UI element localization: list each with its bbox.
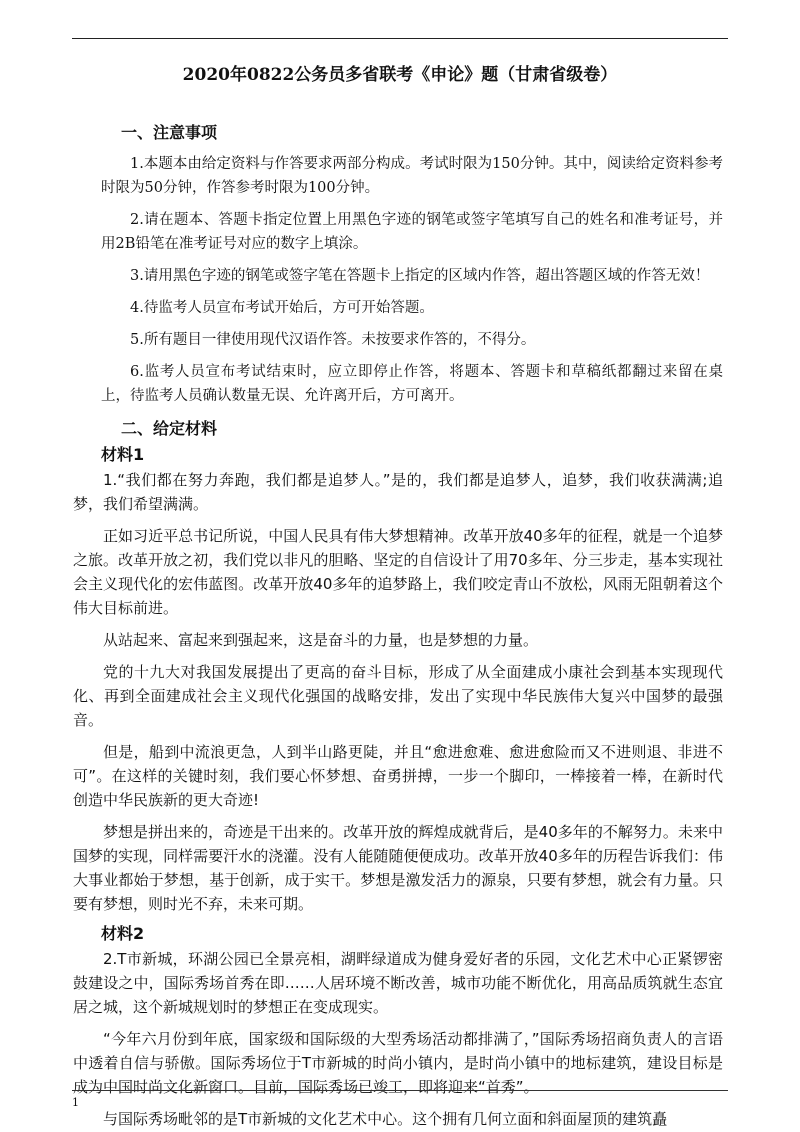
- footer-rule: [72, 1090, 728, 1091]
- header-rule: [72, 38, 728, 39]
- material-paragraph: 1.“我们都在努力奔跑，我们都是追梦人。”是的，我们都是追梦人，追梦，我们收获满满;追梦，我们希望满满。: [73, 471, 723, 513]
- notice-item: 2.请在题本、答题卡指定位置上用黑色字迹的钢笔或签字笔填写自己的姓名和准考证号，并用2B铅笔在准考证号对应的数字上填涂。: [101, 212, 723, 252]
- material-heading: 材料1: [101, 445, 145, 464]
- material-paragraph: 梦想是拼出来的，奇迹是干出来的。改革开放的辉煌成就背后，是40多年的不解努力。未来中国梦的实现，同样需要汗水的浇灌。没有人能随随便便成功。改革开放40多年的历程告诉我们：伟大事业都始于梦想，基于创新，成于实干。梦想是激发活力的源泉，只要有梦想，就会有力量。只要有梦想，则时光不弃，未来可期。: [73, 823, 723, 913]
- material-paragraph: 从站起来、富起来到强起来，这是奋斗的力量，也是梦想的力量。: [103, 631, 539, 649]
- notice-item: 1.本题本由给定资料与作答要求两部分构成。考试时限为150分钟。其中，阅读给定资料参考时限为50分钟，作答参考时限为100分钟。: [101, 156, 723, 196]
- document-body: [73, 120, 723, 1132]
- notice-item: 6.监考人员宣布考试结束时，应立即停止作答，将题本、答题卡和草稿纸都翻过来留在桌上，待监考人员确认数量无误、允许离开后，方可离开。: [101, 364, 723, 404]
- notice-item: 5.所有题目一律使用现代汉语作答。未按要求作答的，不得分。: [130, 332, 536, 348]
- notice-item: 3.请用黑色字迹的钢笔或签字笔在答题卡上指定的区域内作答，超出答题区域的作答无效！: [130, 268, 710, 284]
- material-paragraph: 党的十九大对我国发展提出了更高的奋斗目标，形成了从全面建成小康社会到基本实现现代化、再到全面建成社会主义现代化强国的战略安排，发出了实现中华民族伟大复兴中国梦的最强音。: [73, 663, 723, 729]
- section-heading-materials: 二、给定材料: [121, 419, 218, 438]
- material-heading: 材料2: [101, 924, 145, 943]
- material-paragraph: 但是，船到中流浪更急，人到半山路更陡，并且“愈进愈难、愈进愈险而又不进则退、非进不可”。在这样的关键时刻，我们要心怀梦想、奋勇拼搏，一步一个脚印，一棒接着一棒，在新时代创造中华民族新的更大奇迹!: [73, 743, 723, 809]
- material-paragraph: 与国际秀场毗邻的是T市新城的文化艺术中心。这个拥有几何立面和斜面屋顶的建筑矗: [103, 1110, 668, 1128]
- notice-item: 4.待监考人员宣布考试开始后，方可开始答题。: [130, 300, 434, 316]
- document-title: 2020年0822公务员多省联考《申论》题（甘肃省级卷）: [182, 65, 618, 85]
- material-paragraph: 正如习近平总书记所说，中国人民具有伟大梦想精神。改革开放40多年的征程，就是一个追梦之旅。改革开放之初，我们党以非凡的胆略、坚定的自信设计了用70多年、分三步走，基本实现社会主义现代化的宏伟蓝图。改革开放40多年的追梦路上，我们咬定青山不放松，风雨无阻朝着这个伟大目标前进。: [73, 527, 723, 617]
- page-number: 1: [72, 1096, 79, 1109]
- material-paragraph: “今年六月份到年底，国家级和国际级的大型秀场活动都排满了，”国际秀场招商负责人的言语中透着自信与骄傲。国际秀场位于T市新城的时尚小镇内，是时尚小镇中的地标建筑，建设目标是成为中国时尚文化新窗口。目前，国际秀场已竣工，即将迎来“首秀”。: [73, 1030, 723, 1096]
- section-heading-notices: 一、注意事项: [121, 123, 218, 142]
- material-paragraph: 2.T市新城，环湖公园已全景亮相，湖畔绿道成为健身爱好者的乐园，文化艺术中心正紧锣密鼓建设之中，国际秀场首秀在即……人居环境不断改善，城市功能不断优化，用高品质筑就生态宜居之城，这个新城规划时的梦想正在变成现实。: [73, 950, 723, 1016]
